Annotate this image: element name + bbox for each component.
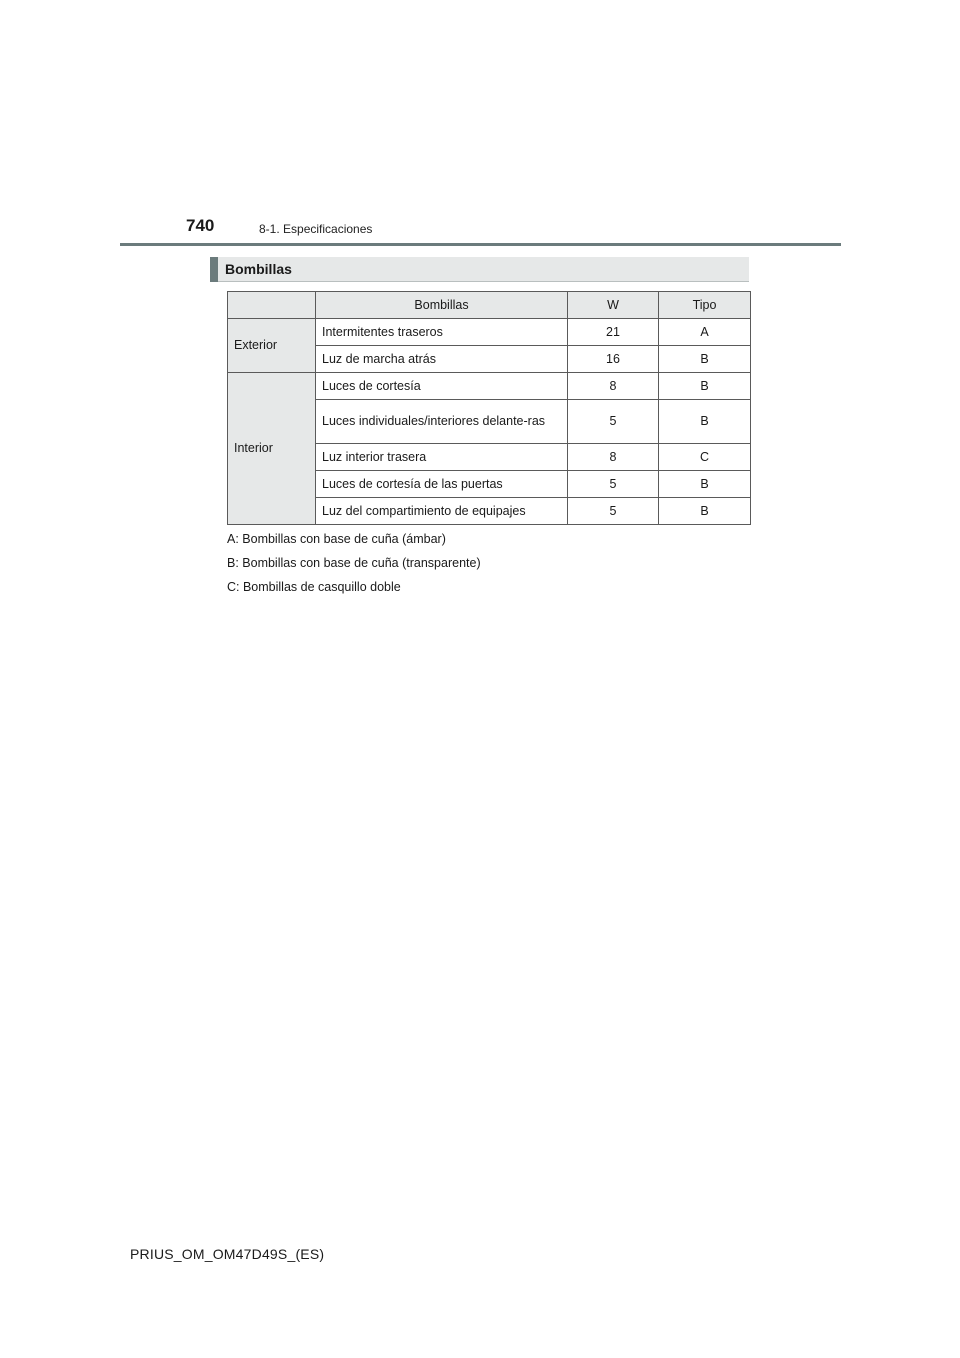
bulb-type: A xyxy=(659,319,751,346)
bulb-watts: 5 xyxy=(568,498,659,525)
bulb-type: B xyxy=(659,373,751,400)
bulbs-table xyxy=(227,291,751,525)
bulb-name: Luces de cortesía de las puertas xyxy=(316,471,568,498)
bulb-type: B xyxy=(659,471,751,498)
header-rule xyxy=(120,243,841,246)
column-header-bulbs: Bombillas xyxy=(316,292,568,319)
bulb-type: B xyxy=(659,498,751,525)
bulb-watts: 16 xyxy=(568,346,659,373)
column-header-watts: W xyxy=(568,292,659,319)
note-type-c: C: Bombillas de casquillo doble xyxy=(227,580,401,594)
bulb-name: Luz de marcha atrás xyxy=(316,346,568,373)
bulb-watts: 8 xyxy=(568,373,659,400)
table-row xyxy=(228,319,751,346)
bulb-type: B xyxy=(659,346,751,373)
bulb-name: Luz interior trasera xyxy=(316,444,568,471)
group-label-exterior: Exterior xyxy=(228,319,316,373)
document-footer: PRIUS_OM_OM47D49S_(ES) xyxy=(130,1246,325,1262)
group-label-interior: Interior xyxy=(228,373,316,525)
section-title-bar xyxy=(210,257,749,282)
column-header-type: Tipo xyxy=(659,292,751,319)
section-header: 8-1. Especificaciones xyxy=(259,222,373,236)
bulb-name: Intermitentes traseros xyxy=(316,319,568,346)
bulb-type: C xyxy=(659,444,751,471)
bulb-watts: 21 xyxy=(568,319,659,346)
page-number: 740 xyxy=(186,216,215,235)
note-type-b: B: Bombillas con base de cuña (transparente) xyxy=(227,556,481,570)
bulb-type-notes xyxy=(227,531,481,603)
title-marker xyxy=(210,257,218,282)
bulb-name: Luces de cortesía xyxy=(316,373,568,400)
table-row xyxy=(228,373,751,400)
section-title: Bombillas xyxy=(225,261,292,277)
bulb-watts: 8 xyxy=(568,444,659,471)
table-header-row xyxy=(228,292,751,319)
bulb-type: B xyxy=(659,400,751,444)
bulb-watts: 5 xyxy=(568,471,659,498)
bulb-name: Luz del compartimiento de equipajes xyxy=(316,498,568,525)
column-header-empty xyxy=(228,292,316,319)
bulb-name: Luces individuales/interiores delante-ras xyxy=(316,400,568,444)
bulb-watts: 5 xyxy=(568,400,659,444)
note-type-a: A: Bombillas con base de cuña (ámbar) xyxy=(227,532,446,546)
